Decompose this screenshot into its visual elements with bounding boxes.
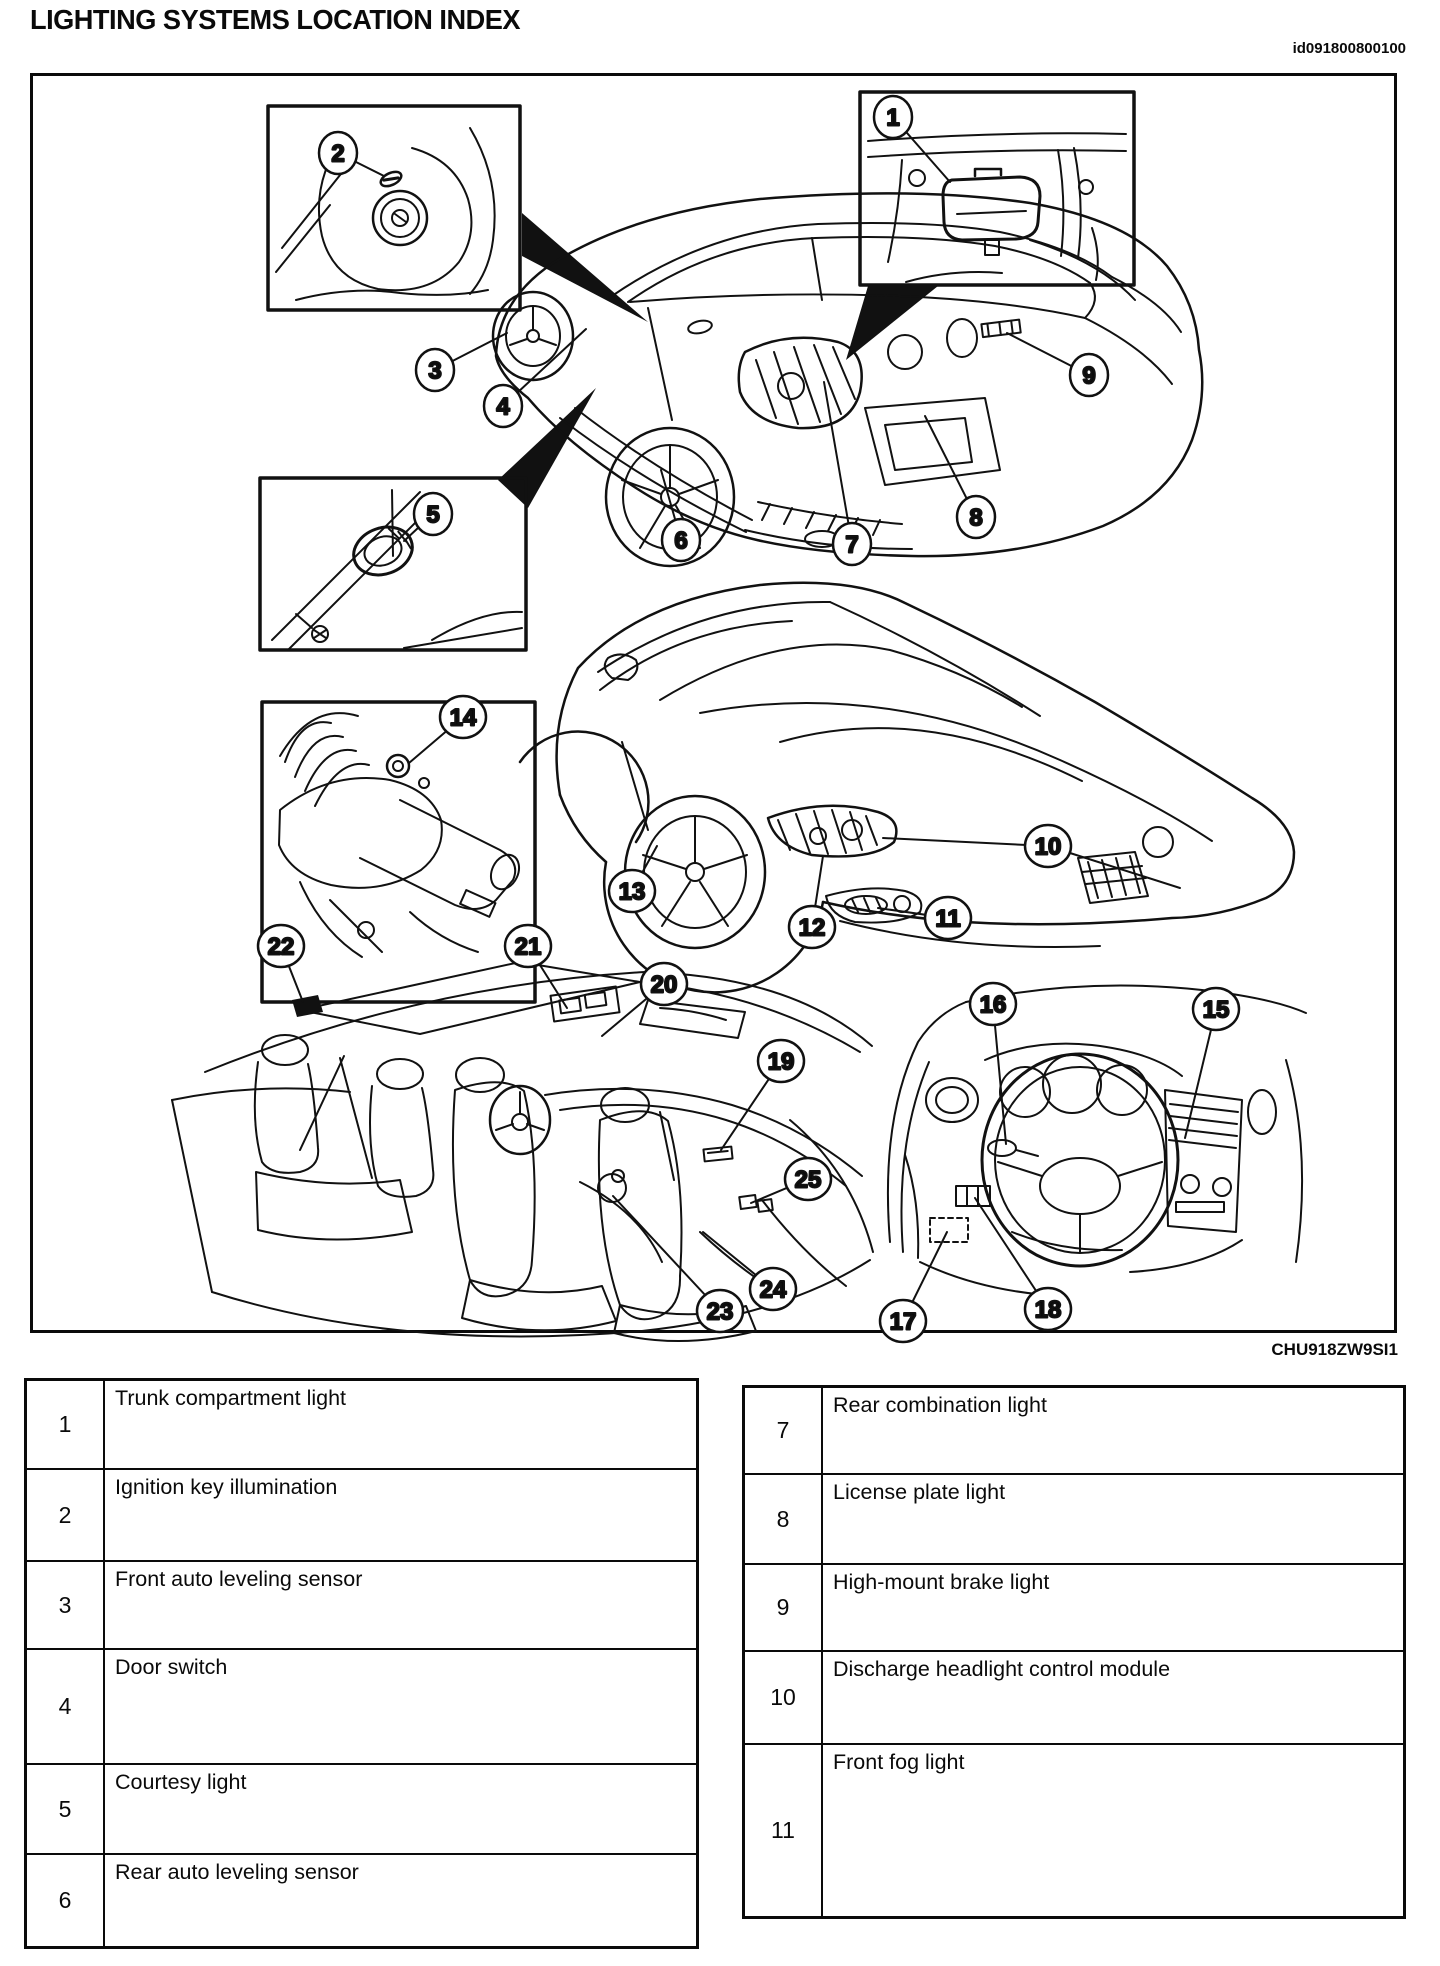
table-row <box>27 1648 696 1763</box>
svg-text:15: 15 <box>1202 996 1230 1024</box>
svg-text:25: 25 <box>794 1166 822 1194</box>
row-label: Ignition key illumination <box>115 1475 338 1499</box>
svg-text:16: 16 <box>979 991 1007 1019</box>
svg-text:6: 6 <box>674 527 688 555</box>
table-row <box>745 1743 1403 1916</box>
svg-text:19: 19 <box>767 1048 795 1076</box>
svg-text:20: 20 <box>650 971 678 999</box>
row-number: 1 <box>27 1381 105 1468</box>
row-label: Courtesy light <box>115 1770 247 1794</box>
row-label: License plate light <box>833 1480 1006 1504</box>
table-row <box>27 1381 696 1468</box>
row-label: Rear combination light <box>833 1393 1047 1417</box>
row-number: 6 <box>27 1855 105 1946</box>
page-title: LIGHTING SYSTEMS LOCATION INDEX <box>30 4 520 35</box>
table-row <box>745 1563 1403 1650</box>
callout-7 <box>824 382 871 565</box>
inset-door-switch <box>260 478 526 650</box>
row-number: 8 <box>745 1475 823 1563</box>
car-front-view <box>520 583 1294 993</box>
legend-table-left <box>24 1378 699 1949</box>
row-label: Trunk compartment light <box>115 1386 347 1410</box>
callout-22 <box>258 925 304 1002</box>
row-number: 7 <box>745 1388 823 1473</box>
svg-text:9: 9 <box>1082 362 1096 390</box>
callout-25 <box>751 1158 831 1203</box>
svg-text:11: 11 <box>935 905 961 933</box>
svg-text:21: 21 <box>514 933 542 961</box>
callout-13 <box>609 846 657 912</box>
figure-code: CHU918ZW9SI1 <box>1271 1340 1398 1359</box>
svg-text:8: 8 <box>969 504 983 532</box>
svg-text:12: 12 <box>798 914 826 942</box>
svg-text:17: 17 <box>889 1308 917 1336</box>
callout-23 <box>613 1196 743 1332</box>
inset-ignition-key <box>268 106 520 310</box>
row-label: Front fog light <box>833 1750 965 1774</box>
table-row <box>27 1853 696 1946</box>
svg-text:18: 18 <box>1034 1296 1062 1324</box>
row-label: High-mount brake light <box>833 1570 1050 1594</box>
table-row <box>745 1388 1403 1473</box>
svg-text:13: 13 <box>618 878 646 906</box>
row-number: 2 <box>27 1470 105 1560</box>
document-id: id091800800100 <box>1292 40 1406 57</box>
svg-text:2: 2 <box>331 140 345 168</box>
svg-text:1: 1 <box>886 104 900 132</box>
svg-text:22: 22 <box>267 933 295 961</box>
svg-text:4: 4 <box>496 393 510 421</box>
callout-15 <box>1185 988 1239 1138</box>
svg-text:7: 7 <box>845 531 859 559</box>
callout-16 <box>970 983 1016 1144</box>
callout-14 <box>409 696 486 763</box>
row-number: 3 <box>27 1562 105 1648</box>
inset-engine-transmission <box>262 702 535 1002</box>
svg-text:23: 23 <box>706 1298 734 1326</box>
table-row <box>27 1468 696 1560</box>
table-row <box>745 1473 1403 1563</box>
callout-2 <box>319 132 384 176</box>
svg-text:3: 3 <box>428 357 442 385</box>
row-label: Door switch <box>115 1655 228 1679</box>
wedge-ignition-to-car <box>522 213 648 322</box>
row-label: Rear auto leveling sensor <box>115 1860 359 1884</box>
row-label: Front auto leveling sensor <box>115 1567 363 1591</box>
row-number: 10 <box>745 1652 823 1743</box>
table-row <box>27 1763 696 1853</box>
callout-9 <box>1007 333 1108 396</box>
dashboard-view <box>888 986 1306 1296</box>
svg-text:24: 24 <box>759 1276 787 1304</box>
row-number: 5 <box>27 1765 105 1853</box>
svg-text:14: 14 <box>449 704 477 732</box>
svg-text:10: 10 <box>1034 833 1062 861</box>
legend-table-right <box>742 1385 1406 1919</box>
table-row <box>27 1560 696 1648</box>
callout-layer <box>258 96 1239 1342</box>
row-number: 11 <box>745 1745 823 1916</box>
callout-17 <box>880 1232 947 1342</box>
table-row <box>745 1650 1403 1743</box>
svg-text:5: 5 <box>426 501 440 529</box>
callout-8 <box>925 416 995 538</box>
row-number: 4 <box>27 1650 105 1763</box>
row-number: 9 <box>745 1565 823 1650</box>
row-label: Discharge headlight control module <box>833 1657 1171 1681</box>
